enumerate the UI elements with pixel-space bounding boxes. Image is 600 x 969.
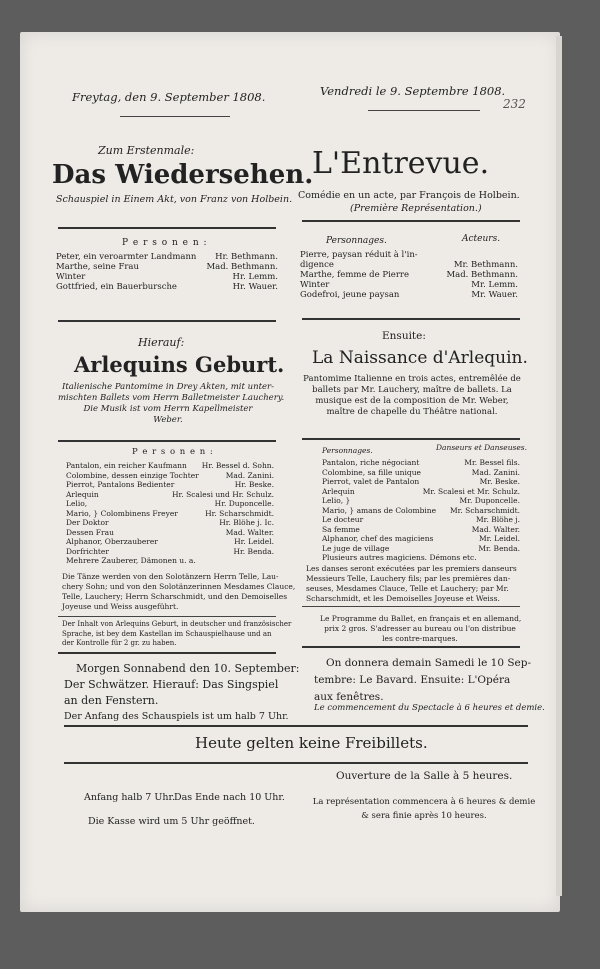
actor: Hr. Lemm. [232, 272, 278, 282]
left-title: Das Wiedersehen. [52, 160, 314, 190]
role: Pantalon, riche négociant [322, 458, 420, 467]
cast-row [322, 544, 520, 554]
role: Marthe, femme de Pierre [300, 270, 409, 280]
role: Alphanor, Oberzauberer [66, 537, 158, 546]
role: Lelio, } [322, 496, 351, 505]
cast-row [66, 528, 274, 538]
left-date: Freytag, den 9. September 1808. [72, 90, 266, 104]
actor: Hr. Scharschmidt. [205, 508, 274, 518]
role: Colombine, sa fille unique [322, 467, 421, 477]
role: Pantalon, ein reicher Kaufmann [66, 461, 187, 470]
role: Winter [300, 280, 330, 290]
divider [64, 762, 528, 764]
left-program-note [62, 620, 292, 649]
cast-row [56, 272, 278, 282]
right-subtitle: Comédie en un acte, par François de Holbein. [298, 190, 520, 201]
left-title2: Arlequins Geburt. [74, 352, 285, 377]
actor: Hr. Leidel. [234, 537, 274, 546]
text-line: Telle, Lauchery; Herrn Scharschmidt, und den Demoiselles [62, 592, 288, 601]
role: Winter [56, 272, 86, 282]
text-line: der Kontrolle für 2 gr. zu haben. [62, 639, 177, 647]
role: Mario, } amans de Colombine [322, 505, 437, 515]
divider [302, 220, 520, 222]
text-line: Joyeuse und Weiss ausgeführt. [62, 602, 179, 611]
left-persons2-heading: P e r s o n e n : [132, 447, 214, 457]
right-cast-list-2 [322, 458, 520, 563]
divider [64, 725, 528, 727]
actor: Mr. Bethmann. [453, 260, 518, 270]
left-cast-list-2 [66, 461, 274, 566]
actor: Hr. Duponcelle. [214, 499, 274, 508]
role: Pierrot, Pantalons Bedienter [66, 480, 175, 489]
divider [368, 110, 480, 111]
role: Arlequin [66, 489, 99, 499]
cast-row [322, 534, 520, 544]
cast-row [300, 290, 518, 300]
handwritten-number: 232 [503, 97, 526, 111]
divider [302, 318, 520, 320]
right-tomorrow [314, 655, 534, 706]
actor: Mad. Walter. [471, 524, 520, 534]
actor: Mr. Beske. [479, 477, 520, 486]
cast-row [300, 270, 518, 280]
cast-row [322, 468, 520, 478]
cast-row [66, 509, 274, 519]
role: Le juge de village [322, 543, 390, 553]
text-line: Les danses seront exécutées par les premiers danseurs [306, 564, 517, 573]
right-program-note [320, 614, 520, 644]
right-title2: La Naissance d'Arlequin. [312, 348, 528, 368]
text-line: Der Anfang des Schauspiels ist um halb 7 Uhr. [64, 711, 289, 722]
role: Der Doktor [66, 518, 109, 527]
right-personnages2: Personnages. [322, 446, 373, 455]
text-line: les contre-marques. [382, 634, 458, 643]
actor: Mr. Leidel. [478, 534, 520, 543]
actor: Mad. Zanini. [225, 470, 274, 480]
divider [302, 606, 520, 607]
cast-row [66, 480, 274, 490]
right-date: Vendredi le 9. Septembre 1808. [320, 84, 506, 98]
right-title: L'Entrevue. [312, 146, 490, 181]
text-line: Morgen Sonnabend den 10. September: [76, 662, 300, 675]
role: Mario, } Colombinens Freyer [66, 508, 178, 518]
cast-row [66, 499, 274, 509]
role: Le docteur [322, 515, 364, 524]
text-line: Scharschmidt, et les Demoiselles Joyeuse et Weiss. [306, 594, 500, 603]
actor: Mr. Benda. [478, 543, 520, 553]
right-closing [306, 795, 542, 823]
left-subtitle: Schauspiel in Einem Akt, von Franz von Holbein. [56, 194, 293, 205]
role: Pierre, paysan réduit à l'in- [300, 250, 418, 260]
actor: Hr. Bessel d. Sohn. [201, 461, 274, 470]
right-desc2 [300, 374, 524, 418]
cast-row [300, 260, 518, 270]
right-cast-list [300, 250, 518, 300]
actor: Mr. Lemm. [471, 280, 518, 290]
right-commencement: Le commencement du Spectacle à 6 heures et demie. [314, 703, 545, 713]
cast-row [66, 518, 274, 528]
text-line: chery Sohn; und von den Solotänzerinnen Mesdames Clauce, [62, 582, 296, 591]
cast-row [66, 490, 274, 500]
text-line: ballets par Mr. Lauchery, maître de ballets. La [312, 385, 512, 395]
text-line: Die Tänze werden von den Solotänzern Herrn Telle, Lau- [62, 572, 279, 581]
actor: Mr. Scharschmidt. [449, 505, 520, 515]
paper-edge [556, 36, 562, 896]
role: Marthe, seine Frau [56, 262, 139, 272]
actor: Hr. Bethmann. [215, 252, 278, 262]
text-line: an den Fenstern. [64, 694, 159, 707]
actor: Hr. Benda. [233, 546, 274, 556]
actor: Hr. Wauer. [232, 282, 278, 292]
text-line: seuses, Mesdames Clauce, Telle et Lauchery; par Mr. [306, 584, 509, 593]
role: Dessen Frau [66, 527, 114, 537]
right-opening: Ouverture de la Salle à 5 heures. [336, 770, 513, 782]
cast-row [322, 477, 520, 487]
text-line: Sprache, ist bey dem Kastellan im Schauspielhause und an [62, 629, 272, 638]
left-cast-list [56, 252, 278, 292]
text-line: On donnera demain Samedi le 10 Sep- [326, 657, 532, 669]
cast-row-extra: Plusieurs autres magiciens. Démons etc. [322, 553, 477, 562]
text-line: prix 2 gros. S'adresser au bureau ou l'on distribue [324, 624, 516, 633]
cast-row [56, 282, 278, 292]
cast-row [300, 280, 518, 290]
text-line: Der Inhalt von Arlequins Geburt, in deutscher und französischer [62, 620, 292, 628]
left-first-time: Zum Erstenmale: [98, 144, 195, 157]
left-desc2 [58, 382, 285, 426]
right-acteurs: Acteurs. [462, 234, 501, 244]
actor: Mr. Blöhe j. [476, 515, 520, 524]
role: Sa femme [322, 524, 360, 534]
left-end: Das Ende nach 10 Uhr. [174, 792, 285, 803]
right-ensuite: Ensuite: [382, 330, 426, 342]
actor: Mad. Walter. [225, 527, 274, 537]
cast-row [322, 525, 520, 535]
actor: Mr. Scalesi et Mr. Schulz. [422, 486, 520, 496]
text-line: Der Schwätzer. Hierauf: Das Singspiel [64, 678, 279, 691]
cast-row [66, 547, 274, 557]
actor: Hr. Beske. [234, 480, 274, 489]
left-dance-note [62, 572, 296, 612]
role: Gottfried, ein Bauerbursche [56, 282, 177, 292]
text-line: musique est de la composition de Mr. Weber, [315, 396, 509, 406]
role: digence [300, 260, 334, 270]
text-line: maître de chapelle du Théâtre national. [326, 407, 498, 417]
cast-row-extra: Mehrere Zauberer, Dämonen u. a. [66, 556, 196, 565]
text-line: Messieurs Telle, Lauchery fils; par les premières dan- [306, 574, 511, 583]
actor: Hr. Blöhe j. Ic. [219, 518, 274, 527]
cast-row [66, 537, 274, 547]
role: Peter, ein veroarmter Landmann [56, 252, 197, 262]
actor: Mad. Zanini. [471, 467, 520, 477]
cast-row [300, 250, 518, 260]
divider [302, 438, 520, 440]
text-line: La représentation commencera à 6 heures & demie [312, 797, 536, 807]
divider [58, 227, 276, 229]
cast-row [56, 262, 278, 272]
left-persons-heading: P e r s o n e n : [122, 238, 208, 248]
actor: Mad. Bethmann. [446, 270, 518, 280]
left-start: Anfang halb 7 Uhr. [84, 792, 176, 803]
text-line: Die Musik ist vom Herrn Kapellmeister [83, 404, 253, 414]
cast-row [322, 487, 520, 497]
role: Colombine, dessen einzige Tochter [66, 470, 199, 480]
cast-row [66, 461, 274, 471]
cast-row [322, 515, 520, 525]
role: Alphanor, chef des magiciens [322, 534, 434, 543]
divider [58, 440, 276, 442]
actor: Hr. Scalesi und Hr. Schulz. [172, 489, 274, 499]
role: Godefroi, jeune paysan [300, 290, 400, 300]
cast-row [56, 252, 278, 262]
left-hierauf: Hierauf: [138, 336, 185, 349]
text-line: mischten Ballets vom Herrn Balletmeister Lauchery. [58, 393, 285, 403]
role: Arlequin [322, 486, 355, 496]
left-tomorrow [64, 661, 300, 725]
divider [120, 116, 230, 117]
actor: Mr. Duponcelle. [459, 496, 520, 505]
right-first: (Première Représentation.) [350, 203, 482, 214]
divider [58, 652, 276, 654]
right-personnages: Personnages. [326, 236, 387, 246]
text-line: & sera finie après 10 heures. [361, 811, 487, 821]
left-box-office: Die Kasse wird um 5 Uhr geöffnet. [88, 816, 255, 827]
divider [58, 616, 276, 617]
text-line: Italienische Pantomime in Drey Akten, mit unter- [62, 382, 274, 392]
actor: Mr. Bessel fils. [464, 458, 520, 467]
text-line: aux fenêtres. [314, 691, 384, 703]
divider [302, 646, 520, 648]
text-line: Weber. [153, 415, 183, 425]
heute-notice: Heute gelten keine Freibillets. [195, 734, 428, 752]
text-line: tembre: Le Bavard. Ensuite: L'Opéra [314, 674, 511, 686]
cast-row [322, 506, 520, 516]
actor: Mad. Bethmann. [206, 262, 278, 272]
cast-row [322, 496, 520, 506]
role: Dorfrichter [66, 546, 109, 556]
role: Lelio, [66, 499, 88, 508]
right-danseurs: Danseurs et Danseuses. [436, 443, 528, 452]
role: Pierrot, valet de Pantalon [322, 477, 420, 486]
text-line: Pantomime Italienne en trois actes, entremêlée de [303, 374, 521, 384]
actor: Mr. Wauer. [471, 290, 518, 300]
cast-row [66, 471, 274, 481]
divider [58, 320, 276, 322]
text-line: Le Programme du Ballet, en français et en allemand, [320, 614, 522, 623]
right-dance-note [306, 564, 526, 604]
cast-row [322, 458, 520, 468]
